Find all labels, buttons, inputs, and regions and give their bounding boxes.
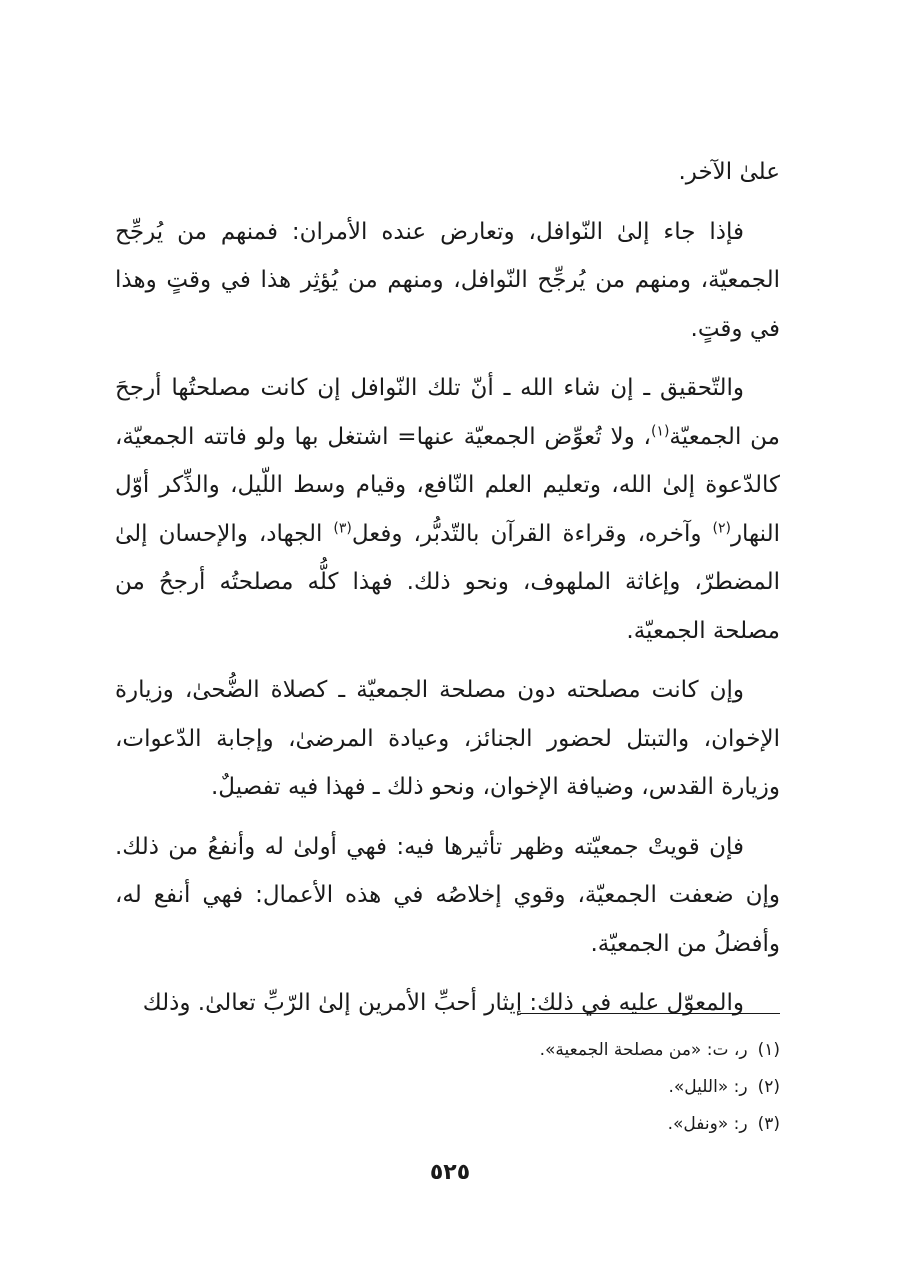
footnote-ref-2[interactable]: (٢) [712,519,731,536]
footnote-2-text: ر: «الليل». [668,1077,748,1097]
paragraph-6: والمعوّل عليه في ذلك: إيثار أحبِّ الأمرين إلىٰ الرّبِّ تعالىٰ. وذلك [142,990,744,1016]
footnote-1-number: (١) [757,1040,780,1060]
footnote-3-text: ر: «ونفل». [667,1114,748,1134]
main-text [115,148,780,1039]
paragraph-3-part-a: والتّحقيق ـ إن شاء الله ـ أنّ تلك النّوافل إن كانت مصلحتُها أرجحَ من الجمعيّة [115,375,780,450]
footnotes [380,1032,780,1143]
paragraph-1: علىٰ الآخر. [678,159,780,185]
footnote-ref-3[interactable]: (٣) [333,519,352,536]
footnote-2-number: (٢) [757,1077,780,1097]
footnote-1-text: ر، ت: «من مصلحة الجمعية». [539,1040,748,1060]
paragraph-5: فإن قويتْ جمعيّته وظهر تأثيرها فيه: فهي أولىٰ له وأنفعُ من ذلك. وإن ضعفت الجمعيّة، وقوي إخلاصُه في هذه الأعمال: فهي أنفع له، وأفضلُ من الجمعيّة. [115,833,780,957]
paragraph-4: وإن كانت مصلحته دون مصلحة الجمعيّة ـ كصلاة الضُّحىٰ، وزيارة الإخوان، والتبتل لحضور الجنائز، وعيادة المرضىٰ، وإجابة الدّعوات، وزيارة القدس، وضيافة الإخوان، ونحو ذلك ـ فهذا فيه تفصيلٌ. [115,677,780,800]
paragraph-3-part-b: ، ولا تُعوِّض الجمعيّة عنها= اشتغل بها ولو فاتته الجمعيّة، كالدّعوة إلىٰ الله، وتعليم العلم النّافع، وقيام وسط اللّيل، والذِّكر أوّل النهار [115,423,780,547]
paragraph-3-part-c: وآخره، وقراءة القرآن بالتّدبُّر، وفعل [351,520,713,547]
footnote-2 [380,1069,780,1106]
footnote-3-number: (٣) [757,1114,780,1134]
paragraph-2: فإذا جاء إلىٰ النّوافل، وتعارض عنده الأمران: فمنهم من يُرجِّح الجمعيّة، ومنهم من يُرجِّح النّوافل، ومنهم من يُؤثِر هذا في وقتٍ وهذا في وقتٍ. [115,218,780,342]
footnote-divider [520,1013,780,1014]
footnote-ref-1[interactable]: (١) [650,422,670,439]
footnote-3 [380,1106,780,1143]
paragraph-3-part-d: الجهاد، والإحسان إلىٰ المضطرّ، وإغاثة الملهوف، ونحو ذلك. فهذا كلُّه مصلحتُه أرجحُ من مصلحة الجمعيّة. [115,520,780,644]
paragraph-3 [115,364,780,655]
footnote-1 [380,1032,780,1069]
page-number: ٥٢٥ [429,1160,471,1185]
